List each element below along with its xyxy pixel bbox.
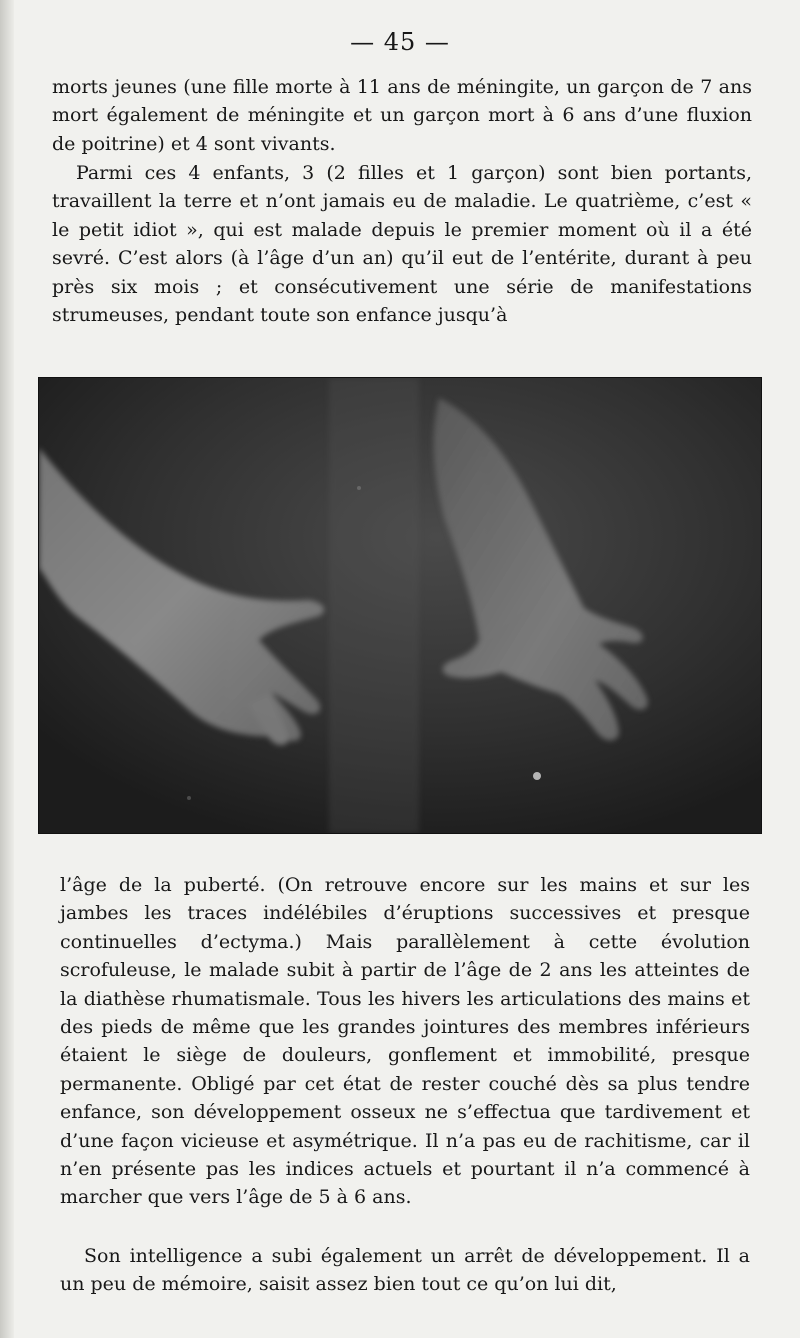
paragraph: morts jeunes (une fille morte à 11 ans de méningite, un garçon de 7 ans mort également de méningite et un garçon mort à 6 ans d’une fluxion de poitrine) et 4 sont vivants. — [52, 76, 752, 155]
hands-photograph-image — [39, 378, 761, 833]
page-number: — 45 — — [350, 28, 450, 56]
paragraph-text: Parmi ces 4 enfants, 3 (2 filles et 1 garçon) sont bien portants, travaillent la terre et n’ont jamais eu de maladie. Le quatrième, c’est « le petit idiot », qui est malade depuis le premier moment où il a été sevré. C’est alors (à l’âge d’un an) qu’il eut de l’entérite, durant à peu près six mois ; et consécutivement une série de manifestations strumeuses, pendant toute son enfance jusqu’à — [52, 162, 752, 327]
paragraph — [52, 159, 752, 329]
paragraph — [60, 1242, 750, 1299]
page-edge-shadow — [0, 0, 14, 1338]
paragraph-text: Son intelligence a subi également un arrêt de développement. Il a un peu de mémoire, saisit assez bien tout ce qu’on lui dit, — [60, 1245, 750, 1296]
hands-photograph — [38, 377, 762, 834]
paragraph: l’âge de la puberté. (On retrouve encore sur les mains et sur les jambes les traces indélébiles d’éruptions successives et presque continuelles d’ectyma.) Mais parallèlement à cette évolution scrofuleuse, le malade subit à partir de l’âge de 2 ans les atteintes de la diathèse rhumatismale. Tous les hivers les articulations des mains et des pieds de même que les grandes jointures des membres inférieurs étaient le siège de douleurs, gonflement et immobilité, presque permanente. Obligé par cet état de rester couché dès sa plus tendre enfance, son développement osseux ne s’effectua que tardivement et d’une façon vicieuse et asymétrique. Il n’a pas eu de rachitisme, car il n’en présente pas les indices actuels et pourtant il n’a commencé à marcher que vers l’âge de 5 à 6 ans. — [60, 874, 750, 1209]
